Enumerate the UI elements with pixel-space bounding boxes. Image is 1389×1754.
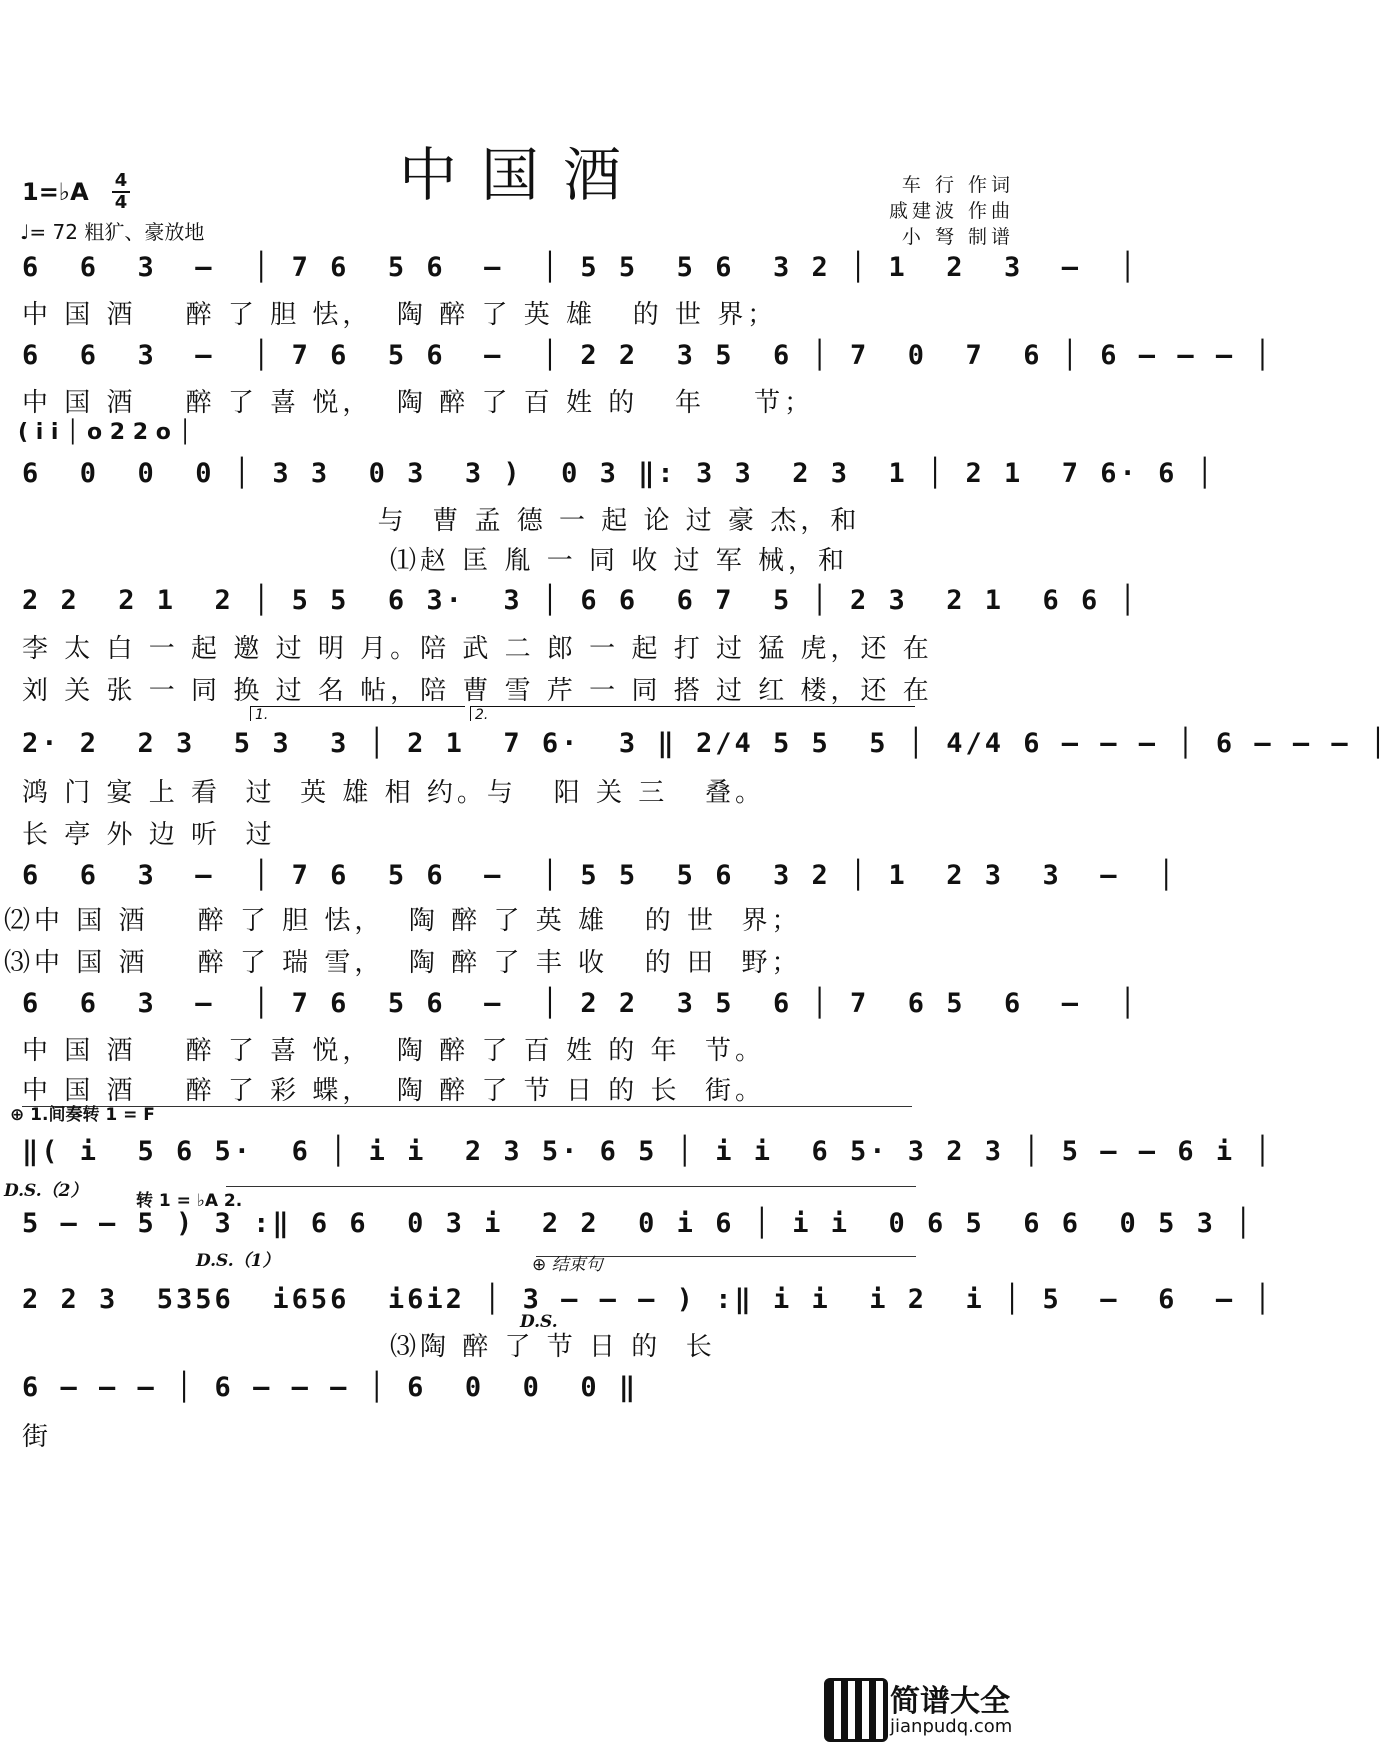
site-logo — [824, 1676, 1024, 1742]
staff-row-4 — [22, 585, 1139, 631]
notes: 6 0 0 0 │ 3 3 0 3 3 ) 0 3 ‖: 3 3 2 3 1 │ 2 1 7 6· 6 │ — [22, 458, 1216, 489]
staff-row-8 — [22, 1136, 1274, 1182]
time-signature — [112, 172, 130, 212]
section-rule — [22, 1106, 912, 1107]
lyric-line: 中 国 酒 醉 了 喜 悦， 陶 醉 了 百 姓 的 年 节。 — [22, 1036, 766, 1066]
lyric-line: 中 国 酒 醉 了 彩 蝶， 陶 醉 了 节 日 的 长 街。 — [22, 1076, 766, 1106]
notes: 6 6 3 – │ 7 6 5 6 – │ 5 5 5 6 3 2 │ 1 2 3 – │ — [22, 252, 1139, 283]
lyric-line: 鸿 门 宴 上 看 过 英 雄 相 约。与 阳 关 三 叠。 — [22, 778, 766, 808]
staff-row-7 — [22, 988, 1139, 1034]
interlude-marker: ⊕ 1.间奏转 1 = F — [10, 1105, 155, 1125]
lyric-line: ⑶陶 醉 了 节 日 的 长 — [22, 1332, 716, 1362]
notes: 2 2 2 1 2 │ 5 5 6 3· 3 │ 6 6 6 7 5 │ 2 3 2 1 6 6 │ — [22, 585, 1139, 616]
logo-url: jianpudq.com — [890, 1716, 1013, 1737]
composer: 戚建波 作曲 — [888, 200, 1014, 222]
logo-brand: 简谱大全 — [890, 1684, 1010, 1719]
lyric-line: ⑴赵 匡 胤 一 同 收 过 军 械，和 — [22, 546, 849, 576]
lyricist: 车 行 作词 — [901, 174, 1014, 196]
notes: 6 6 3 – │ 7 6 5 6 – │ 2 2 3 5 6 │ 7 0 7 6 │ 6 – – – │ — [22, 340, 1274, 371]
key-change-marker: 转 1 = ♭A 2. — [136, 1191, 243, 1211]
ds-marker: D.S.（1） — [196, 1251, 280, 1271]
volta-1: 1. — [250, 706, 465, 721]
lyric-line: ⑵中 国 酒 醉 了 胆 怯， 陶 醉 了 英 雄 的 世 界； — [4, 906, 802, 936]
notes: 6 – – – │ 6 – – – │ 6 0 0 0 ‖ — [22, 1372, 639, 1403]
ds-marker: D.S. — [520, 1312, 558, 1332]
lyric-line: 街 — [22, 1422, 53, 1452]
coda-marker: ⊕ 结束句 — [532, 1255, 603, 1275]
staff-row-3 — [22, 458, 1216, 504]
volta-rule — [226, 1186, 916, 1187]
notes: 2 2 3 5356 i656 i6i2 │ 3 – – – ) :‖ i i i 2 i │ 5 – 6 – │ — [22, 1284, 1274, 1315]
staff-row-2 — [22, 340, 1274, 386]
lyric-line: 李 太 白 一 起 邀 过 明 月。陪 武 二 郎 一 起 打 过 猛 虎，还 在 — [22, 634, 933, 664]
meter-top: 4 — [114, 170, 128, 191]
notes: 5 – – 5 ) 3 :‖ 6 6 0 3 i 2 2 0 i 6 │ i i 0 6 5 6 6 0 5 3 │ — [22, 1208, 1255, 1239]
lyric-line: 长 亭 外 边 听 过 — [22, 820, 276, 850]
credits — [889, 172, 1014, 250]
notes: 6 6 3 – │ 7 6 5 6 – │ 2 2 3 5 6 │ 7 6 5 6 – │ — [22, 988, 1139, 1019]
lyric-line: 中 国 酒 醉 了 喜 悦， 陶 醉 了 百 姓 的 年 节； — [22, 388, 815, 418]
notes: ‖( i 5 6 5· 6 │ i i 2 3 5· 6 5 │ i i 6 5· 3 2 3 │ 5 – – 6 i │ — [22, 1136, 1274, 1167]
notes: 6 6 3 – │ 7 6 5 6 – │ 5 5 5 6 3 2 │ 1 2 3 3 – │ — [22, 860, 1178, 891]
lyric-line: 中 国 酒 醉 了 胆 怯， 陶 醉 了 英 雄 的 世 界； — [22, 300, 778, 330]
key-signature: 1=♭A — [22, 178, 89, 206]
staff-row-11 — [22, 1372, 1022, 1418]
staff-row-1 — [22, 252, 1139, 298]
notes: 2· 2 2 3 5 3 3 │ 2 1 7 6· 3 ‖ 2/4 5 5 5 │ 4/4 6 – – – │ 6 – – – │ — [22, 728, 1389, 759]
staff-row-5 — [22, 728, 1389, 774]
intro-figure: ( i i │ o 2 2 o │ — [18, 420, 192, 445]
ds-marker: D.S.（2） — [4, 1181, 88, 1201]
lyric-line: 刘 关 张 一 同 换 过 名 帖，陪 曹 雪 芹 一 同 搭 过 红 楼，还 在 — [22, 676, 933, 706]
lyric-line: 与 曹 孟 德 一 起 论 过 豪 杰，和 — [22, 506, 861, 536]
tempo-marking: ♩= 72 粗犷、豪放地 — [20, 220, 205, 244]
engraver: 小 弩 制谱 — [901, 226, 1014, 248]
volta-2: 2. — [470, 706, 915, 721]
piano-keys-icon — [824, 1678, 888, 1742]
lyric-line: ⑶中 国 酒 醉 了 瑞 雪， 陶 醉 了 丰 收 的 田 野； — [4, 948, 802, 978]
page-title: 中国酒 — [398, 141, 645, 209]
meter-bottom: 4 — [114, 192, 128, 213]
staff-row-9 — [22, 1208, 1255, 1254]
